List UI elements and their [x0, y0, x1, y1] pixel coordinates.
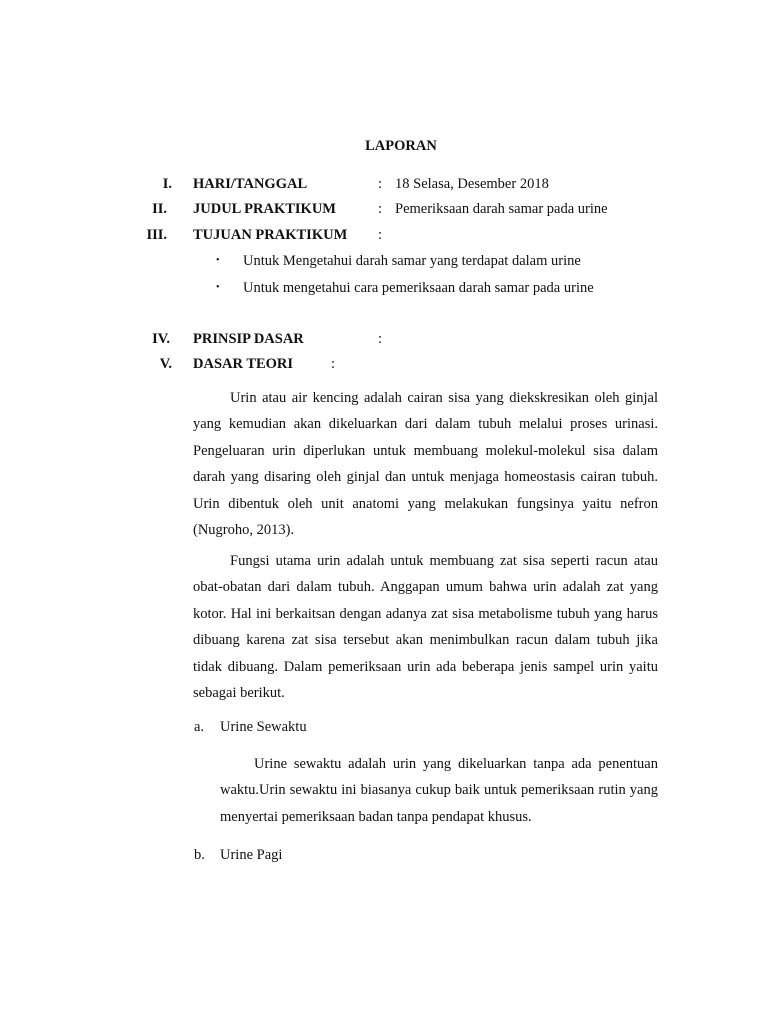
document-title: LAPORAN — [365, 138, 437, 154]
heading-row-1 — [0, 173, 768, 195]
body-paragraph-2: Fungsi utama urin adalah untuk membuang zat sisa seperti racun atau obat-obatan dari dalam tubuh. Anggapan umum bahwa urin adalah zat yang kotor. Hal ini berkaitsan dengan adanya zat sisa metabolisme tubuh yang harus dibuang karena zat sisa tersebut akan menimbulkan racun dalam tubuh jika tidak dibuang. Dalam pemeriksaan urin ada beberapa jenis sampel urin yaitu sebagai berikut. — [193, 553, 658, 702]
heading-colon: : — [378, 227, 383, 243]
heading-number: V. — [159, 356, 172, 372]
subsection-title: Urine Pagi — [220, 847, 283, 863]
heading-label: JUDUL PRAKTIKUM — [193, 201, 336, 217]
heading-number: I. — [162, 176, 172, 192]
heading-colon: : — [378, 176, 383, 192]
subsection-paragraph: Urine sewaktu adalah urin yang dikeluarkan tanpa ada penentuan waktu.Urin sewaktu ini biasanya cukup baik untuk pemeriksaan rutin yang menyertai pemeriksaan badan tanpa pendapat khusus. — [220, 756, 658, 825]
bullet-icon: • — [216, 255, 220, 266]
heading-label: PRINSIP DASAR — [193, 331, 304, 347]
heading-number: II. — [152, 201, 167, 217]
heading-number: IV. — [152, 331, 170, 347]
heading-row-4 — [0, 328, 768, 350]
heading-row-3 — [0, 224, 768, 246]
heading-value: 18 Selasa, Desember 2018 — [395, 176, 549, 192]
list-item — [0, 250, 768, 272]
heading-number: III. — [146, 227, 167, 243]
heading-label: HARI/TANGGAL — [193, 176, 308, 192]
heading-label: DASAR TEORI — [193, 356, 294, 372]
heading-label: TUJUAN PRAKTIKUM — [193, 227, 348, 243]
objective-text: Untuk mengetahui cara pemeriksaan darah samar pada urine — [243, 280, 594, 296]
list-item — [0, 277, 768, 299]
subsection-marker: a. — [194, 719, 205, 735]
heading-colon: : — [331, 356, 336, 372]
heading-value: Pemeriksaan darah samar pada urine — [395, 201, 608, 217]
objective-text: Untuk Mengetahui darah samar yang terdapat dalam urine — [243, 253, 581, 269]
heading-row-2 — [0, 198, 768, 220]
subsection-marker: b. — [194, 847, 205, 863]
subsection-title: Urine Sewaktu — [220, 719, 307, 735]
body-paragraph-1: Urin atau air kencing adalah cairan sisa yang diekskresikan oleh ginjal yang kemudian akan dikeluarkan dari dalam tubuh melalui proses urinasi. Pengeluaran urin diperlukan untuk membuang molekul-molekul sisa dalam darah yang disaring oleh ginjal dan untuk menjaga homeostasis cairan tubuh. Urin dibentuk oleh unit anatomi yang melakukan fungsinya yaitu nefron (Nugroho, 2013). — [193, 390, 658, 539]
bullet-icon: • — [216, 282, 220, 293]
heading-row-5 — [0, 353, 768, 375]
heading-colon: : — [378, 201, 383, 217]
heading-colon: : — [378, 331, 383, 347]
